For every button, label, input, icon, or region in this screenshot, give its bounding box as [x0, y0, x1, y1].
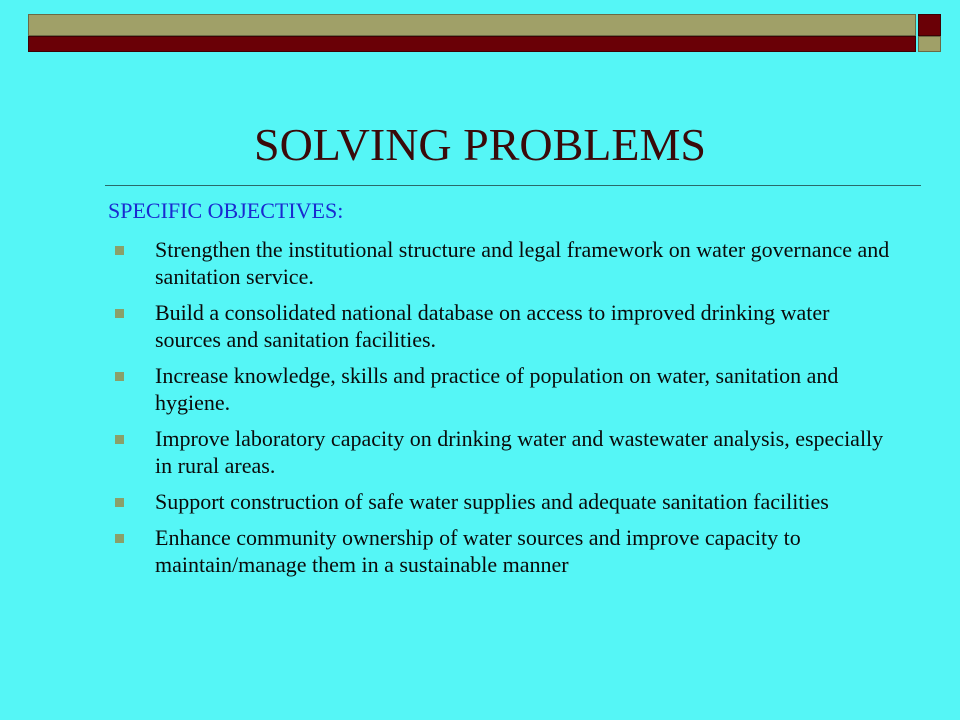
square-bullet-icon [115, 372, 124, 381]
list-item [108, 488, 898, 515]
square-bullet-icon [115, 246, 124, 255]
square-bullet-icon [115, 435, 124, 444]
header-square-red [918, 14, 941, 36]
list-item [108, 362, 898, 416]
header-band-red [28, 36, 916, 52]
list-item-text: Build a consolidated national database on access to improved drinking water sources and sanitation facilities. [155, 300, 830, 352]
list-item-text: Strengthen the institutional structure and legal framework on water governance and sanitation service. [155, 237, 890, 289]
header-decoration [0, 0, 960, 60]
header-square-olive [918, 36, 941, 52]
title-divider [105, 185, 921, 186]
square-bullet-icon [115, 498, 124, 507]
square-bullet-icon [115, 309, 124, 318]
list-item [108, 425, 898, 479]
square-bullet-icon [115, 534, 124, 543]
list-item [108, 299, 898, 353]
header-band-olive [28, 14, 916, 36]
objectives-list [108, 236, 898, 587]
list-item-text: Increase knowledge, skills and practice of population on water, sanitation and hygiene. [155, 363, 839, 415]
list-item-text: Support construction of safe water supplies and adequate sanitation facilities [155, 489, 829, 514]
list-item-text: Improve laboratory capacity on drinking water and wastewater analysis, especially in rural areas. [155, 426, 884, 478]
list-item [108, 236, 898, 290]
slide-title: SOLVING PROBLEMS [253, 119, 706, 170]
slide-subheading: SPECIFIC OBJECTIVES: [108, 198, 344, 223]
list-item [108, 524, 898, 578]
list-item-text: Enhance community ownership of water sources and improve capacity to maintain/manage them in a sustainable manner [155, 525, 801, 577]
